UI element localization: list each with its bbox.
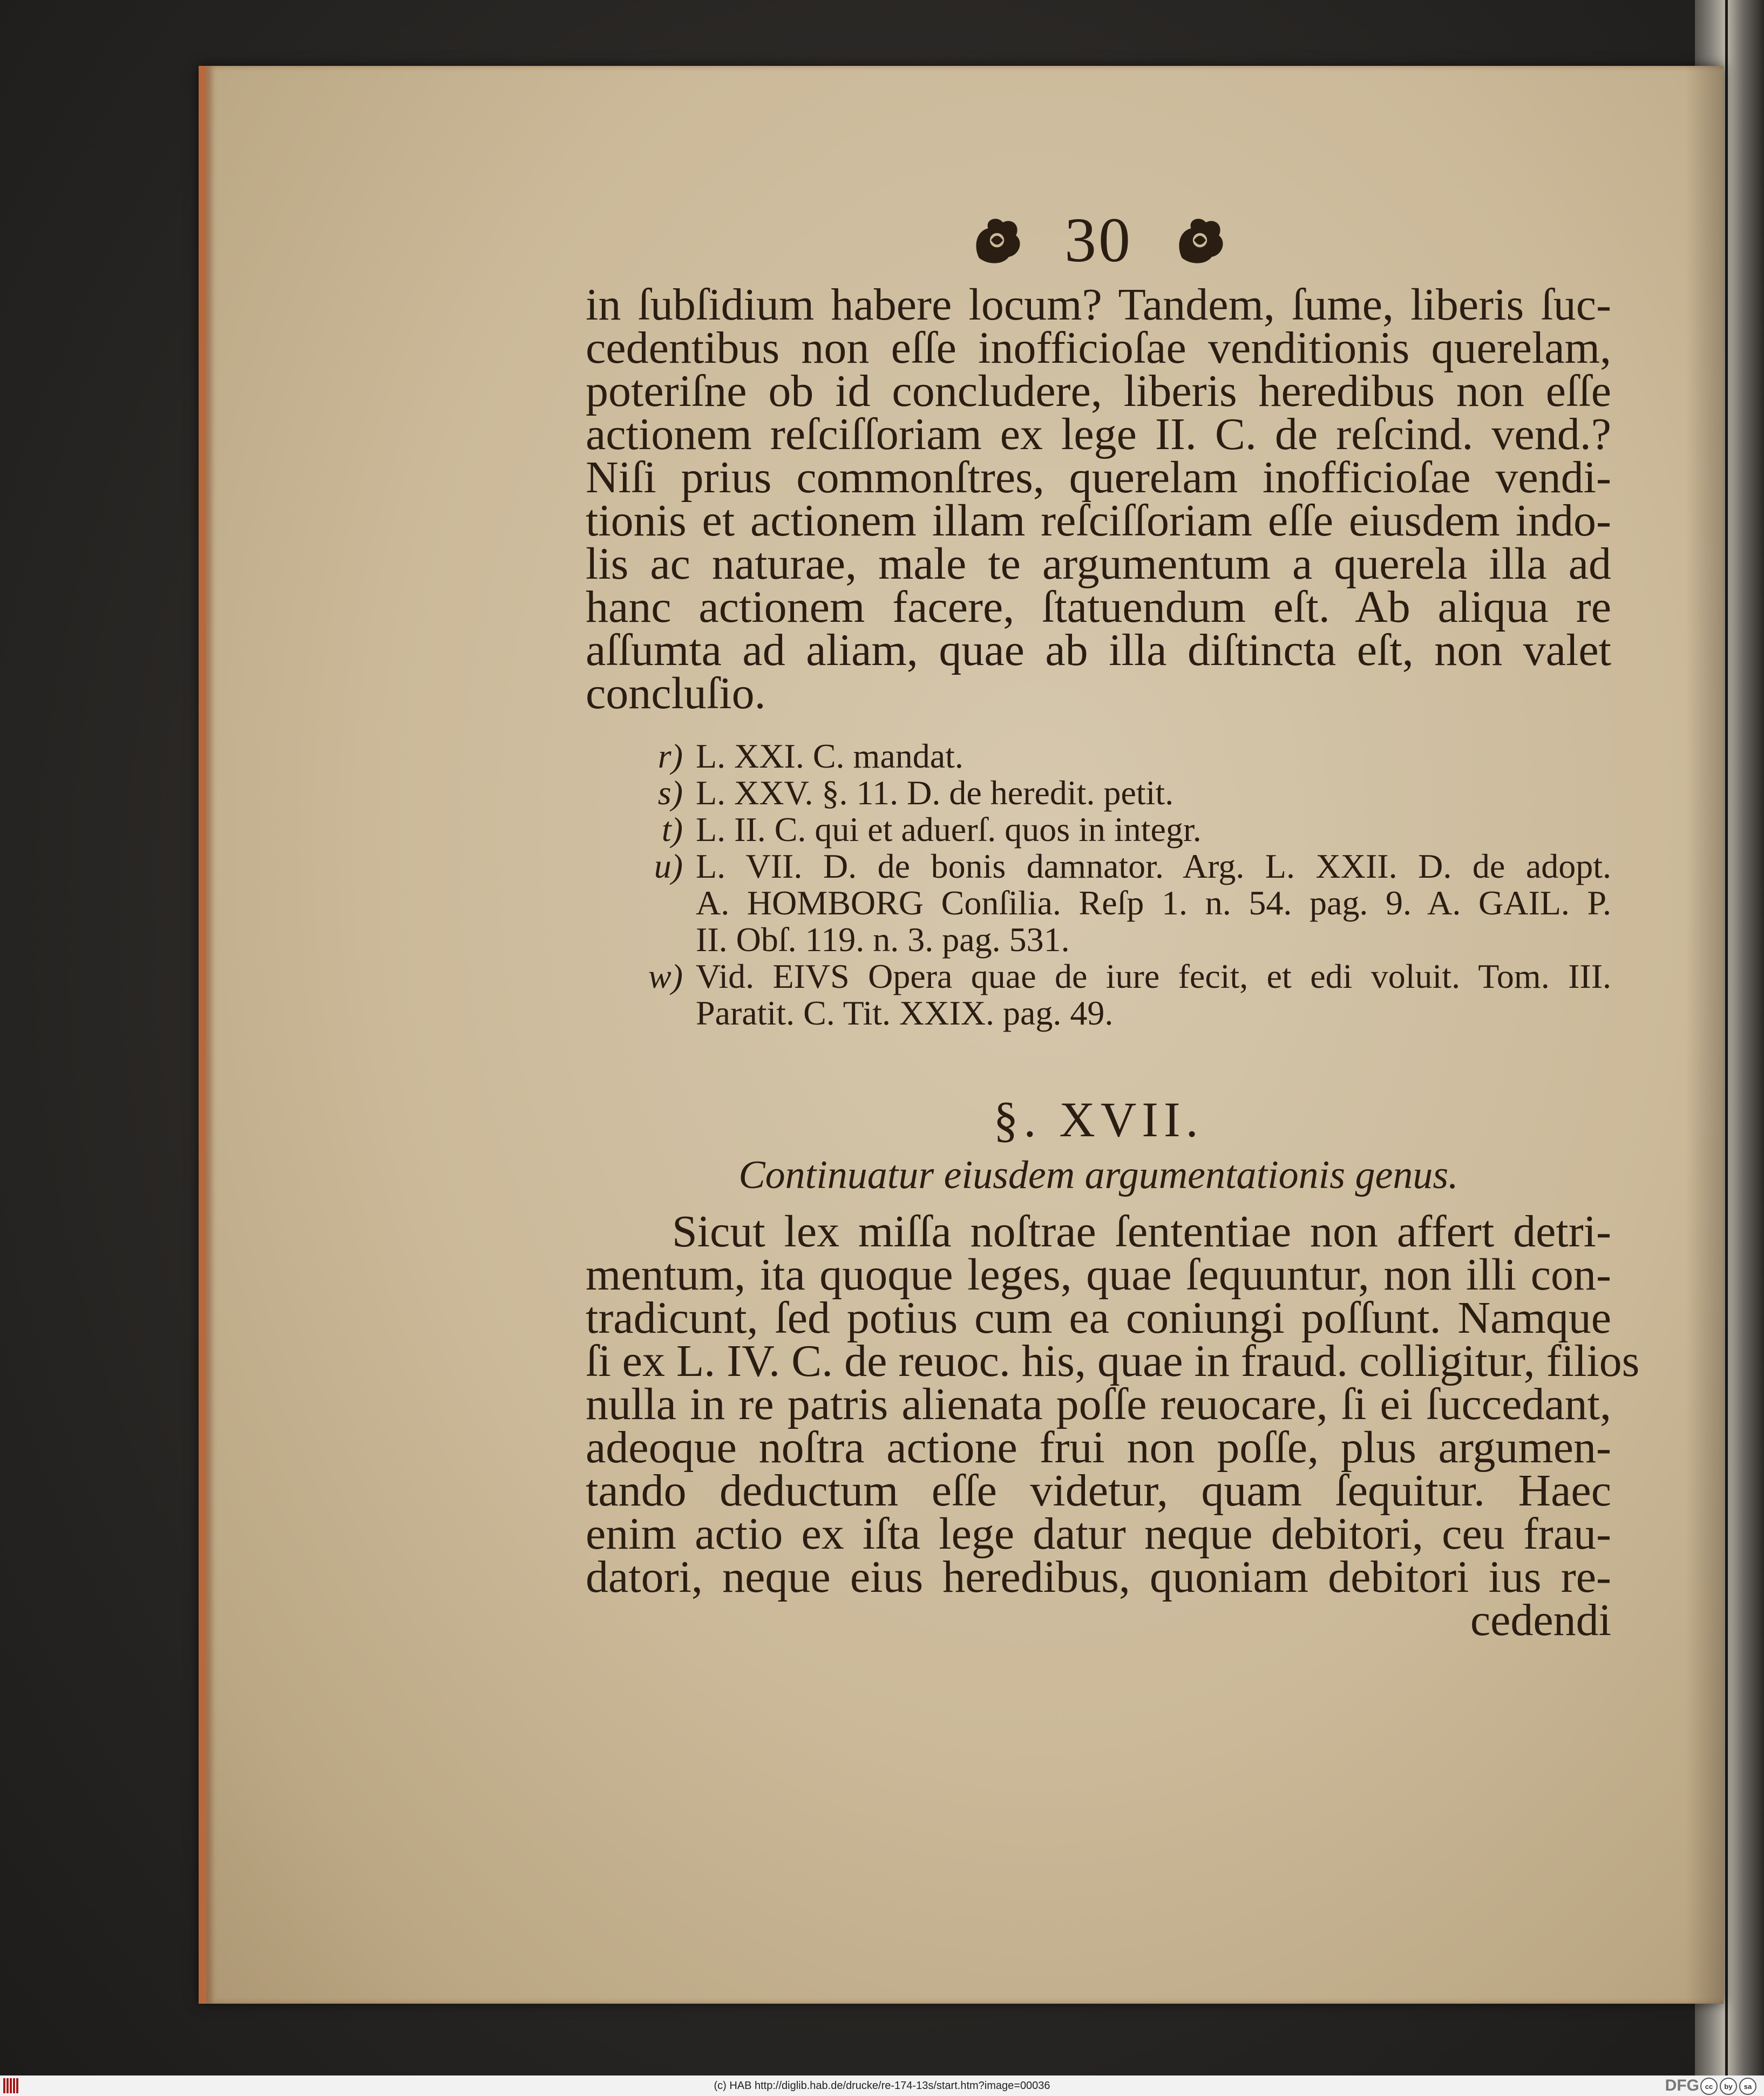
section-line: nulla in re patris alienata poſſe reuocare, ſi ei ſuccedant, bbox=[586, 1379, 1611, 1429]
body-paragraph bbox=[586, 280, 1611, 718]
footnote bbox=[586, 848, 1611, 958]
body-line: Niſi prius commonſtres, querelam inofficioſae vendi- bbox=[586, 452, 1611, 503]
footnote bbox=[586, 775, 1611, 811]
footnote-mark: t) bbox=[661, 810, 683, 849]
text-column bbox=[586, 280, 1640, 1645]
page-number: 30 bbox=[1064, 205, 1132, 275]
cc-icon: cc bbox=[1700, 2078, 1718, 2095]
body-line: in ſubſidium habere locum? Tandem, ſume, liberis ſuc- bbox=[586, 280, 1611, 330]
footnotes bbox=[586, 738, 1611, 1032]
catchword: cedendi bbox=[1470, 1595, 1611, 1645]
footnote-mark: u) bbox=[654, 847, 683, 885]
footnote bbox=[586, 958, 1611, 1032]
left-ornament-icon bbox=[967, 211, 1027, 270]
footnote-line: L. XXV. §. 11. D. de heredit. petit. bbox=[696, 774, 1174, 812]
section-subtitle: Continuatur eiusdem argumentationis genus. bbox=[738, 1153, 1458, 1197]
footnote-line: II. Obſ. 119. n. 3. pag. 531. bbox=[696, 920, 1070, 959]
section-line: tando deductum eſſe videtur, quam ſequitur. Haec bbox=[586, 1466, 1611, 1516]
section-line: ſi ex L. IV. C. de reuoc. his, quae in fraud. colligitur, filios bbox=[586, 1336, 1640, 1386]
footnote bbox=[586, 738, 1611, 775]
by-icon: by bbox=[1720, 2078, 1737, 2095]
footnote-line: A. HOMBORG Conſilia. Reſp 1. n. 54. pag. 9. A. GAIL. P. bbox=[696, 884, 1611, 922]
footnote-mark: w) bbox=[648, 957, 683, 995]
footnote-line: Vid. EIVS Opera quae de iure fecit, et edi voluit. Tom. III. bbox=[696, 957, 1611, 995]
body-line: cedentibus non eſſe inofficioſae venditionis querelam, bbox=[586, 323, 1611, 373]
footnote-mark: r) bbox=[657, 737, 683, 775]
footnote-line: Paratit. C. Tit. XXIX. pag. 49. bbox=[696, 994, 1114, 1032]
page-header bbox=[586, 200, 1611, 281]
body-line: concluſio. bbox=[586, 668, 766, 718]
section-line: datori, neque eius heredibus, quoniam debitori ius re- bbox=[586, 1552, 1611, 1602]
spine-gutter-line bbox=[1725, 0, 1728, 2075]
footnote-line: L. II. C. qui et aduerſ. quos in integr. bbox=[696, 810, 1202, 849]
section-line: mentum, ita quoque leges, quae ſequuntur, non illi con- bbox=[586, 1250, 1611, 1300]
section-line: adeoque noſtra actione frui non poſſe, plus argumen- bbox=[586, 1422, 1611, 1473]
license-icons bbox=[1700, 2078, 1756, 2095]
body-line: lis ac naturae, male te argumentum a querela illa ad bbox=[586, 539, 1611, 589]
footnote-line: L. XXI. C. mandat. bbox=[696, 737, 964, 775]
footnote-line: L. VII. D. de bonis damnator. Arg. L. XXII. D. de adopt. bbox=[696, 847, 1611, 885]
section-line: enim actio ex iſta lege datur neque debitori, ceu frau- bbox=[586, 1509, 1611, 1559]
sa-icon: sa bbox=[1739, 2078, 1756, 2095]
body-line: actionem reſciſſoriam ex lege II. C. de reſcind. vend.? bbox=[586, 409, 1611, 459]
section-paragraph bbox=[586, 1206, 1640, 1645]
copyright-credit: (c) HAB http://diglib.hab.de/drucke/re-174-13s/start.htm?image=00036 bbox=[714, 2079, 1050, 2092]
body-line: poteriſne ob id concludere, liberis heredibus non eſſe bbox=[586, 366, 1611, 416]
right-ornament-icon bbox=[1170, 211, 1230, 270]
body-line: aſſumta ad aliam, quae ab illa diſtincta eſt, non valet bbox=[586, 625, 1611, 675]
body-line: tionis et actionem illam reſciſſoriam eſſe eiusdem indo- bbox=[586, 496, 1611, 546]
section-line: Sicut lex miſſa noſtrae ſententiae non affert detri- bbox=[672, 1206, 1611, 1257]
footnote-mark: s) bbox=[657, 774, 683, 812]
viewer-footer-bar bbox=[0, 2075, 1764, 2096]
page-edge-shadow bbox=[1686, 66, 1724, 2004]
footnote bbox=[586, 811, 1611, 848]
dfg-logo: DFG bbox=[1665, 2077, 1699, 2094]
section-line: tradicunt, ſed potius cum ea coniungi poſſunt. Namque bbox=[586, 1293, 1611, 1343]
body-line: hanc actionem facere, ſtatuendum eſt. Ab aliqua re bbox=[586, 582, 1611, 632]
section-heading: §. XVII. bbox=[993, 1092, 1204, 1147]
